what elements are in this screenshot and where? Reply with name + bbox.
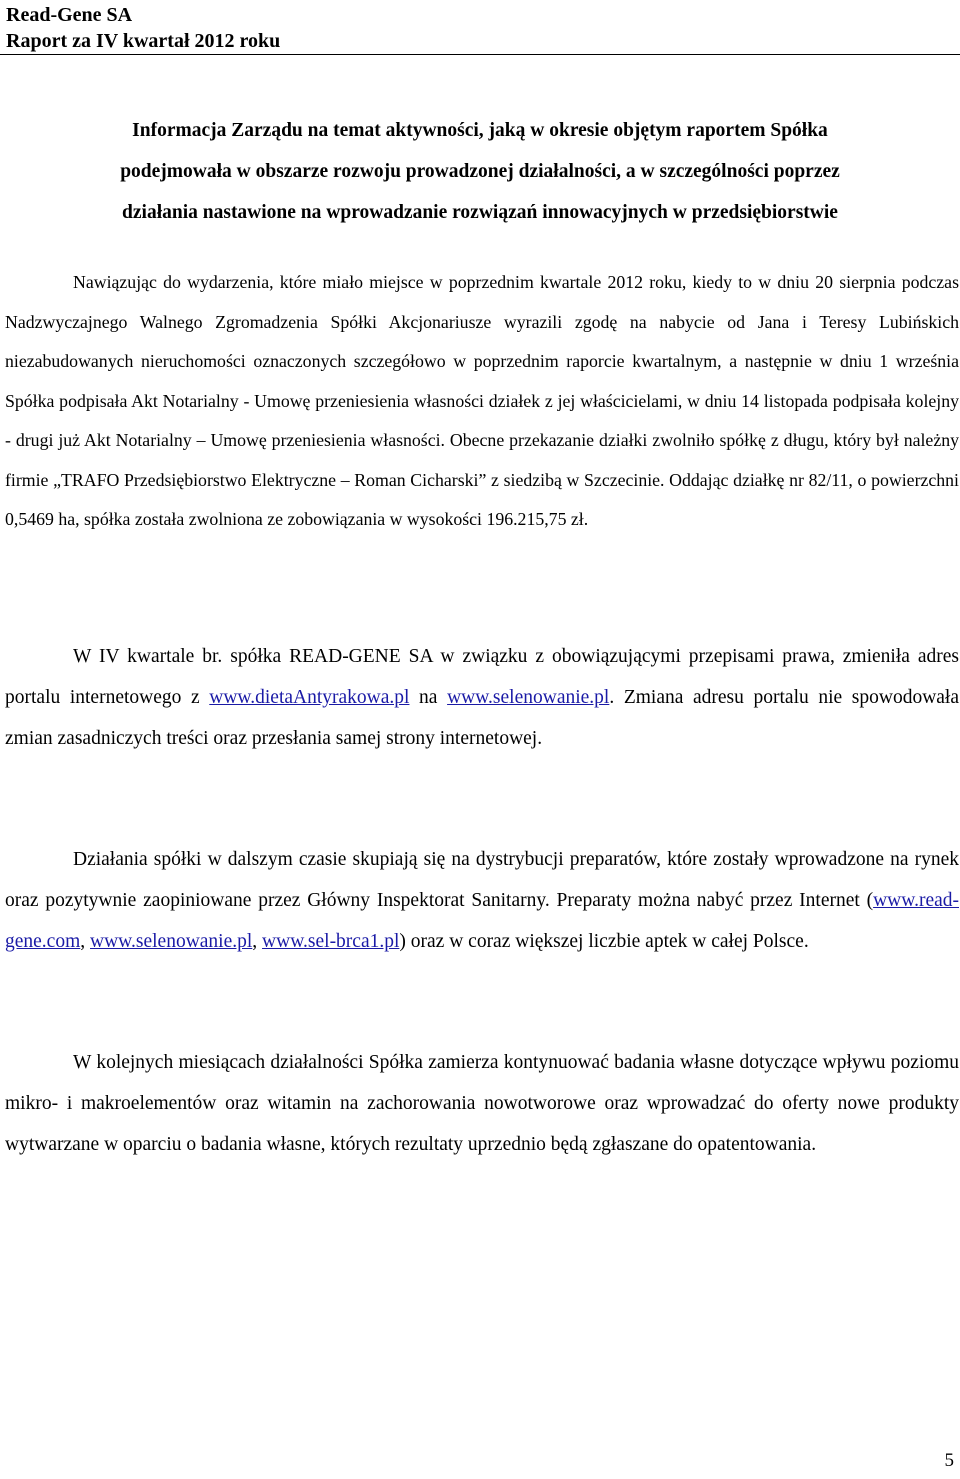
paragraph-text: Działania spółki w dalszym czasie skupiają się na dystrybucji preparatów, które zostały wprowadzone na rynek oraz pozytywnie zaopiniowane przez Główny Inspektorat Sanitarny. Preparaty można nabyć przez Internet (	[5, 849, 959, 911]
page-number: 5	[944, 1450, 954, 1471]
link-sel-brca1[interactable]: www.sel-brca1.pl	[262, 930, 400, 952]
paragraph-portal-change	[5, 637, 959, 759]
paragraph-land-acquisition	[5, 263, 959, 540]
company-name: Read-Gene SA	[6, 4, 133, 26]
header-divider	[0, 54, 960, 55]
section-heading	[40, 110, 920, 233]
paragraph-text: Nawiązując do wydarzenia, które miało miejsce w poprzednim kwartale 2012 roku, kiedy to w dniu 20 sierpnia podczas Nadzwyczajnego Walnego Zgromadzenia Spółki Akcjonariusze wyrazili zgodę na nabycie od Jana i Teresy Lubińskich niezabudowanych nieruchomości oznaczonych szczegółowo w poprzednim raporcie kwartalnym, a następnie w dniu 1 września Spółka podpisała Akt Notarialny - Umowę przeniesienia własności działek z jej właścicielami, w dniu 14 listopada podpisała kolejny - drugi już Akt Notarialny – Umowę przeniesienia własności. Obecne przekazanie działki zwolniło spółkę z długu, który był należny firmie „TRAFO Przedsiębiorstwo Elektryczne – Roman Cicharski” z siedzibą w Szczecinie. Oddając działkę nr 82/11, o powierzchni 0,5469 ha, spółka została zwolniona ze zobowiązania w wysokości 196.215,75 zł.	[5, 272, 959, 529]
paragraph-text: ) oraz w coraz większej liczbie aptek w całej Polsce.	[399, 930, 809, 952]
link-read-gene[interactable]: www.read-gene.com	[5, 889, 959, 952]
separator: ,	[252, 930, 263, 952]
paragraph-distribution	[5, 840, 959, 962]
paragraph-research-plans	[5, 1043, 959, 1165]
link-dietaantyrakowa[interactable]: www.dietaAntyrakowa.pl	[209, 686, 410, 708]
link-selenowanie[interactable]: www.selenowanie.pl	[447, 686, 610, 708]
report-title: Raport za IV kwartał 2012 roku	[6, 30, 281, 52]
paragraph-text: W kolejnych miesiącach działalności Spółka zamierza kontynuować badania własne dotyczące wpływu poziomu mikro- i makroelementów oraz witamin na zachorowania nowotworowe oraz wprowadzać do oferty nowe produkty wytwarzane w oparciu o badania własne, których rezultaty uprzednio będą zgłaszane do opatentowania.	[5, 1052, 959, 1155]
heading-line: Informacja Zarządu na temat aktywności, jaką w okresie objętym raportem Spółka	[132, 120, 828, 141]
paragraph-text: na	[409, 686, 448, 708]
heading-line: działania nastawione na wprowadzanie rozwiązań innowacyjnych w przedsiębiorstwie	[122, 202, 838, 223]
link-selenowanie[interactable]: www.selenowanie.pl	[90, 930, 253, 952]
paragraph-text: . Zmiana adresu portalu nie spowodowała zmian zasadniczych treści oraz przesłania samej strony internetowej.	[5, 686, 960, 749]
paragraph-text: W IV kwartale br. spółka READ-GENE SA w związku z obowiązującymi przepisami prawa, zmieniła adres portalu internetowego z	[5, 646, 959, 708]
heading-line: podejmowała w obszarze rozwoju prowadzonej działalności, a w szczególności poprzez	[120, 161, 840, 182]
running-header	[6, 2, 956, 54]
separator: ,	[80, 930, 91, 952]
